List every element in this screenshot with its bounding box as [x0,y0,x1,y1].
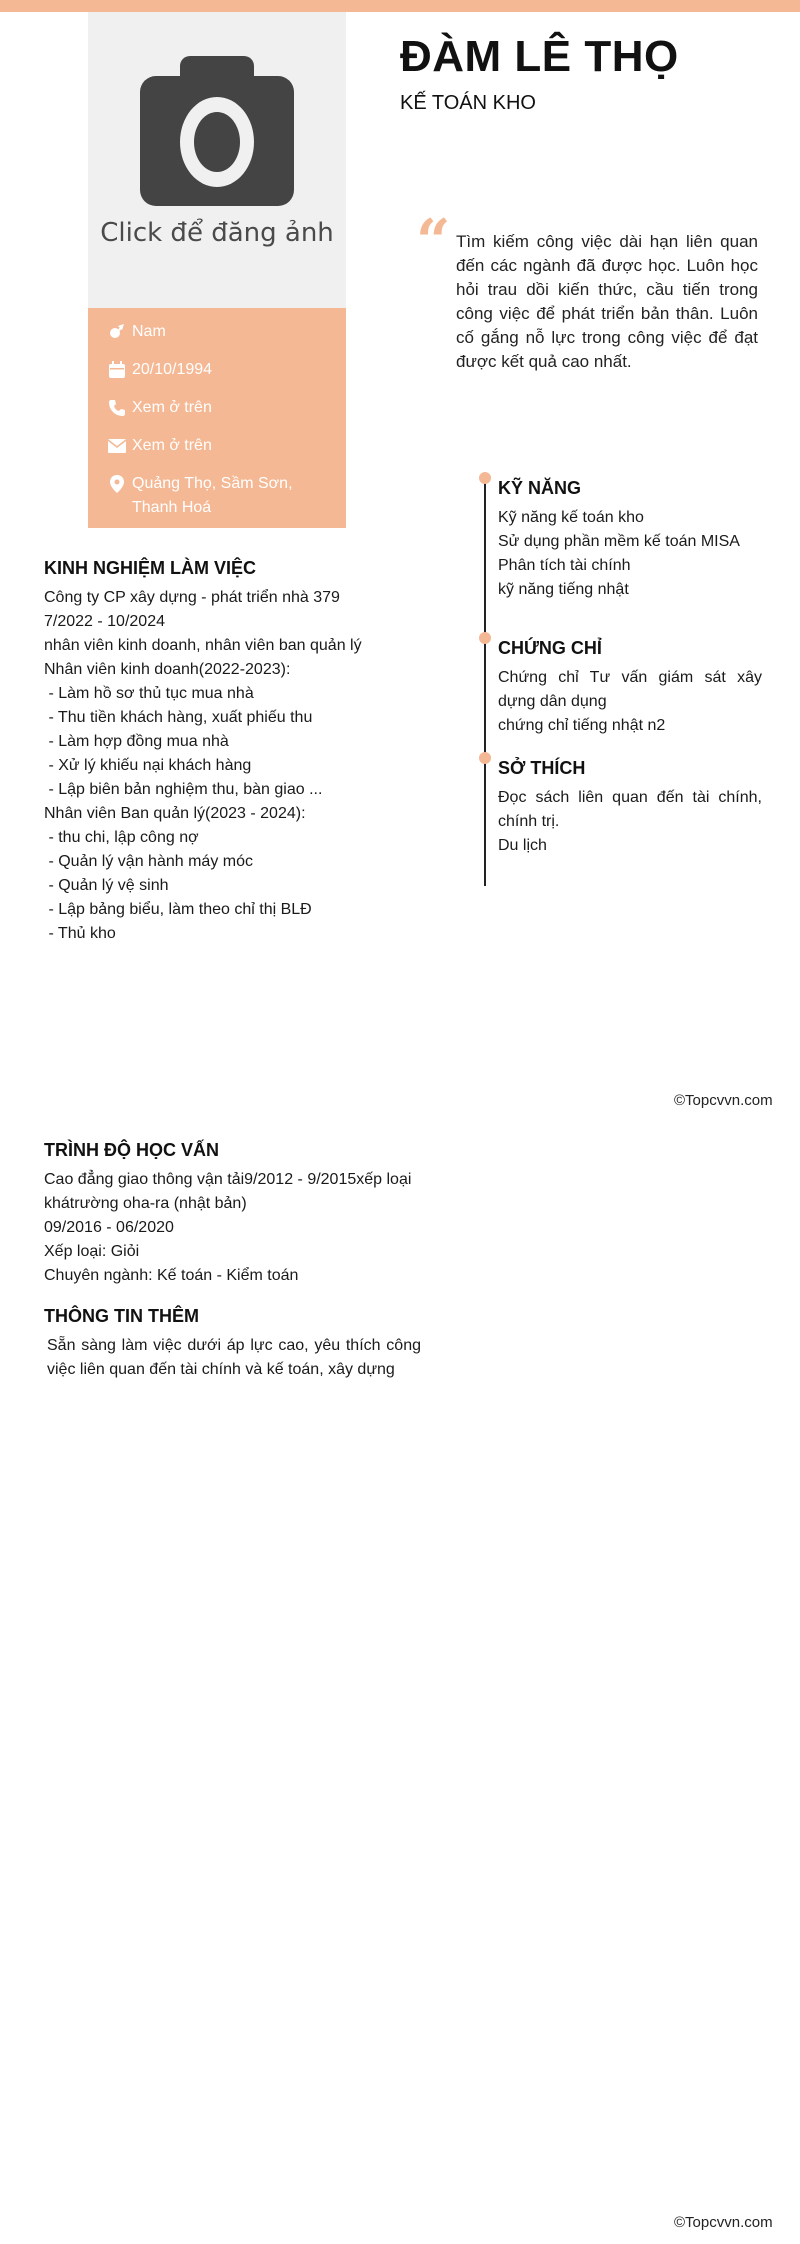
quote-icon: “ [416,207,451,277]
experience-line: - Làm hồ sơ thủ tục mua nhà [44,685,254,702]
hobbies-list [498,786,762,858]
extra-info-heading: THÔNG TIN THÊM [44,1306,199,1326]
education-line: Chuyên ngành: Kế toán - Kiểm toán [44,1267,299,1284]
contact-address [108,472,336,520]
hobby-item: Du lịch [498,837,547,854]
experience-line: Nhân viên Ban quản lý(2023 - 2024): [44,805,306,822]
experience-line: Nhân viên kinh doanh(2022-2023): [44,661,291,678]
contact-phone [108,396,336,420]
education-line: Xếp loại: Giỏi [44,1243,140,1260]
experience-line: - Thủ kho [44,925,116,942]
education-line: khátrường oha-ra (nhật bản) [44,1195,247,1212]
contact-email [108,434,336,458]
experience-line: - Quản lý vệ sinh [44,877,169,894]
footer-brand: ©Topcvvn.com [674,1092,773,1109]
dob-text: 20/10/1994 [132,361,213,378]
education-heading: TRÌNH ĐỘ HỌC VẤN [44,1140,219,1160]
photo-caption: Click để đăng ảnh [100,218,334,248]
hobby-item: Đọc sách liên quan đến tài chính, chính trị. [498,789,762,830]
experience-line: - Xử lý khiếu nại khách hàng [44,757,252,774]
hobbies-heading: SỞ THÍCH [498,758,586,778]
experience-line: - Thu tiền khách hàng, xuất phiếu thu [44,709,313,726]
candidate-name: ĐÀM LÊ THỌ [400,32,679,81]
skill-item: Phân tích tài chính [498,557,631,574]
timeline-dot [479,752,491,764]
address-text: Quảng Thọ, Sầm Sơn, Thanh Hoá [132,475,293,516]
education-line: Cao đẳng giao thông vận tải9/2012 - 9/2015xếp loại [44,1171,412,1188]
certificate-item: chứng chỉ tiếng nhật n2 [498,717,666,734]
certificates-list [498,666,762,738]
email-icon [108,434,132,458]
footer-brand: ©Topcvvn.com [674,2214,773,2231]
certificates-heading: CHỨNG CHỈ [498,638,602,658]
experience-line: - Làm hợp đồng mua nhà [44,733,229,750]
contact-dob [108,358,336,382]
skill-item: kỹ năng tiếng nhật [498,581,629,598]
education-line: 09/2016 - 06/2020 [44,1219,174,1236]
calendar-icon [108,358,132,382]
experience-line: nhân viên kinh doanh, nhân viên ban quản lý [44,637,362,654]
job-title: KẾ TOÁN KHO [400,92,536,114]
timeline-dot [479,472,491,484]
experience-list [44,586,362,946]
photo-upload-area[interactable] [88,12,346,308]
experience-line: - Lập biên bản nghiệm thu, bàn giao ... [44,781,323,798]
contact-box [88,308,346,528]
location-pin-icon [108,472,132,520]
education-list [44,1168,411,1288]
experience-line: Công ty CP xây dựng - phát triển nhà 379 [44,589,340,606]
skills-heading: KỸ NĂNG [498,478,582,498]
certificate-item: Chứng chỉ Tư vấn giám sát xây dựng dân dụng [498,669,762,710]
extra-info-text: Sẵn sàng làm việc dưới áp lực cao, yêu thích công việc liên quan đến tài chính và kế toán, xây dựng [47,1337,421,1378]
experience-line: - thu chi, lập công nợ [44,829,199,846]
timeline-line [484,478,486,886]
timeline-dot [479,632,491,644]
phone-icon [108,396,132,420]
experience-heading: KINH NGHIỆM LÀM VIỆC [44,558,257,578]
skill-item: Sử dụng phần mềm kế toán MISA [498,533,740,550]
experience-line: 7/2022 - 10/2024 [44,613,165,630]
gender-icon [108,320,132,344]
experience-line: - Lập bảng biểu, làm theo chỉ thị BLĐ [44,901,312,918]
camera-icon [140,56,294,206]
experience-line: - Quản lý vận hành máy móc [44,853,253,870]
gender-text: Nam [132,323,166,340]
email-text: Xem ở trên [132,437,212,454]
career-objective: Tìm kiếm công việc dài hạn liên quan đến các ngành đã được học. Luôn học hỏi trau dồi kiến thức, cầu tiến trong công việc để phát triển bản thân. Luôn cố gắng nỗ lực trong công việc để đạt được kết quả cao nhất. [456,232,758,371]
contact-gender [108,320,336,344]
phone-text: Xem ở trên [132,399,212,416]
skills-list [498,506,762,602]
skill-item: Kỹ năng kế toán kho [498,509,644,526]
